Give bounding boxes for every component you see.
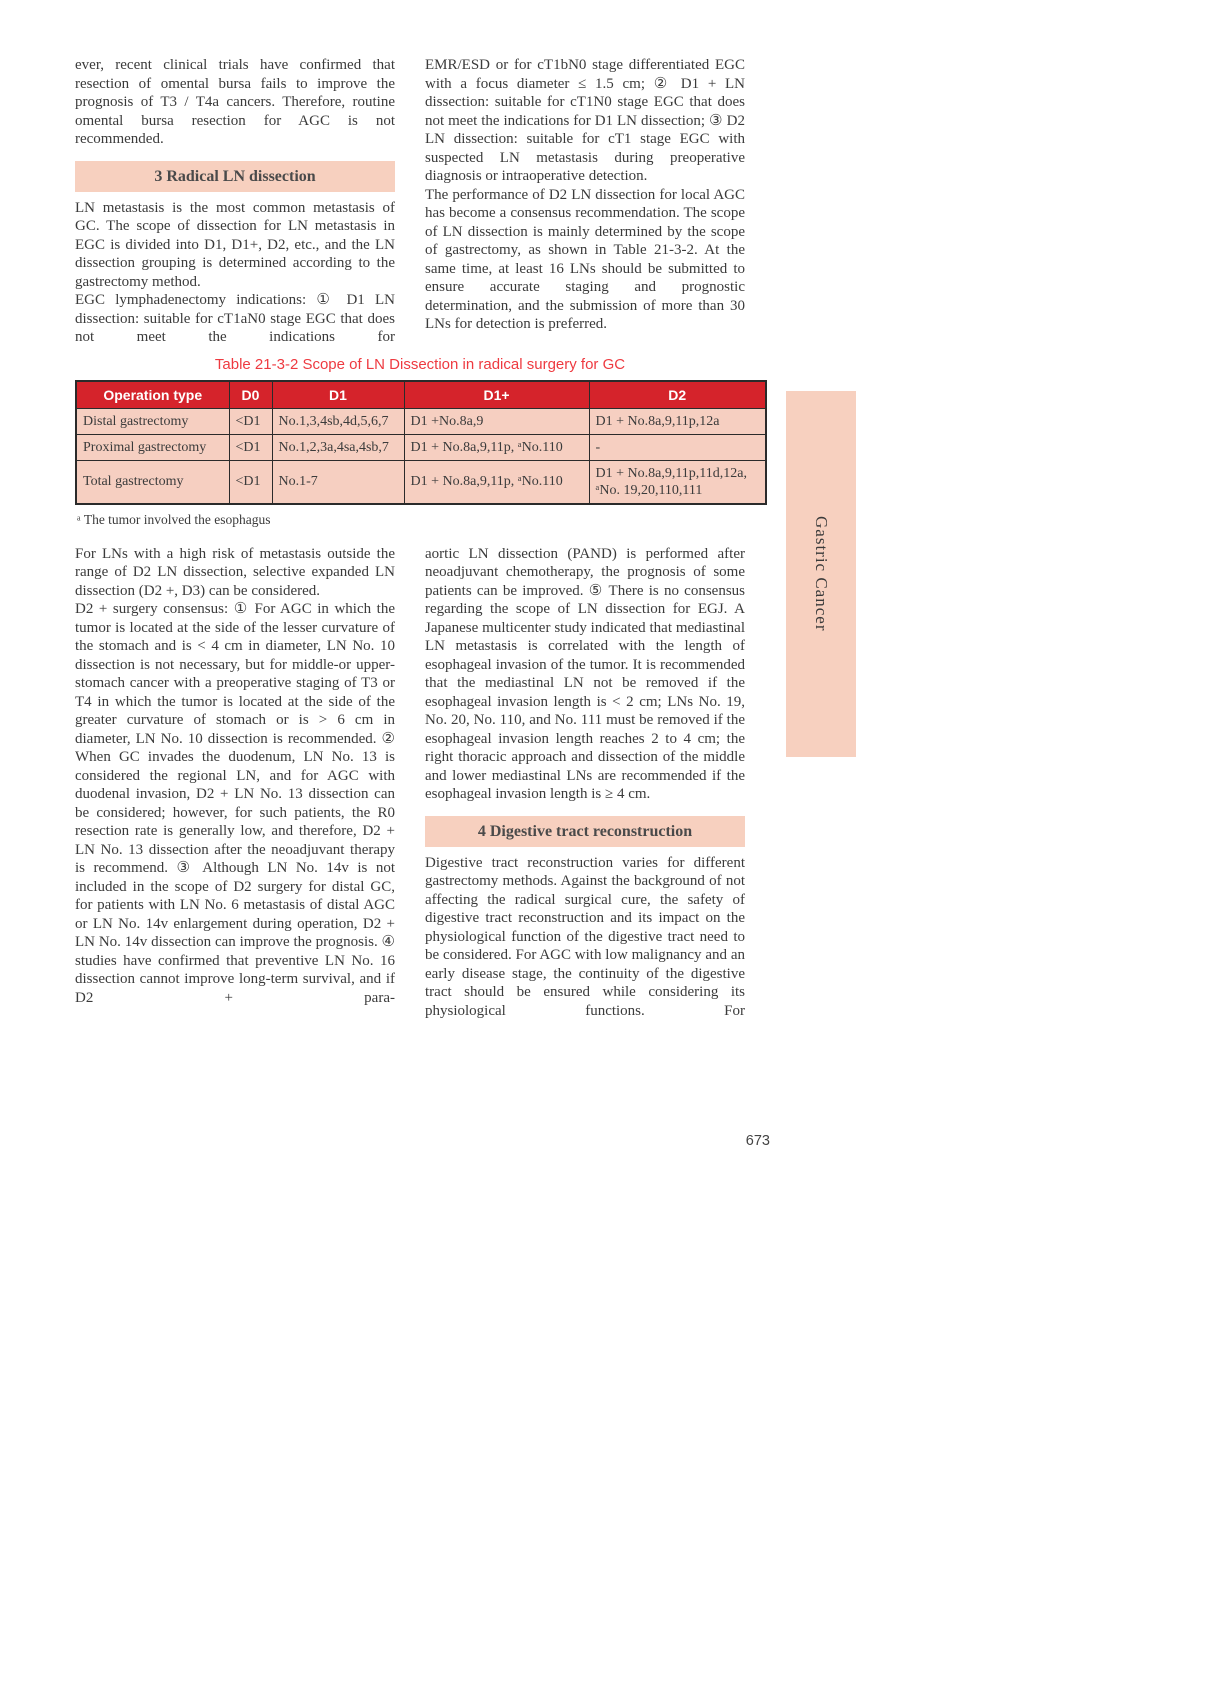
paragraph-d2-performance: The performance of D2 LN dissection for local AGC has become a consensus recommendation. The scope of LN dissection is mainly determined by the scope of gastrectomy, as shown in Table 21-3-2. At the same time, at least 16 LNs should be submitted to ensure accurate staging and prognostic determination, and the submission of more than 30 LNs for detection is preferred. — [425, 186, 745, 332]
section-heading-radical-ln: 3 Radical LN dissection — [75, 161, 395, 192]
cell-d1plus: D1 + No.8a,9,11p, ᵃNo.110 — [404, 460, 589, 504]
table-header-row — [76, 381, 766, 409]
bottom-section — [75, 545, 745, 1021]
cell-d2: D1 + No.8a,9,11p,12a — [589, 408, 766, 434]
chapter-tab-gastric-cancer: Gastric Cancer — [786, 391, 856, 757]
cell-d2: - — [589, 434, 766, 460]
column-header-operation-type: Operation type — [76, 381, 229, 409]
bottom-left-column — [75, 545, 395, 1021]
paragraph-omental-bursa: ever, recent clinical trials have confirmed that resection of omental bursa fails to improve the prognosis of T3 / T4a cancers. Therefore, routine omental bursa resection for AGC is not recommended. — [75, 57, 395, 147]
paragraph-high-risk: For LNs with a high risk of metastasis outside the range of D2 LN dissection, selective expanded LN dissection (D2 +, D3) can be considered. — [75, 545, 395, 599]
paragraph-aortic: aortic LN dissection (PAND) is performed after neoadjuvant chemotherapy, the prognosis of some patients can be improved. ⑤ There is no consensus regarding the scope of LN dissection for EGJ. A Japanese multicenter study indicated that mediastinal LN metastasis is correlated with the length of esophageal invasion of the tumor. It is recommended that the mediastinal LN not be removed if the esophageal invasion length is < 2 cm; LNs No. 19, No. 20, No. 110, and No. 111 must be removed if the esophageal invasion length reaches 2 to 4 cm; the right thoracic approach and dissection of the middle and lower mediastinal LNs are recommended if the esophageal invasion length is ≥ 4 cm. — [425, 545, 745, 802]
table-row — [76, 460, 766, 504]
table-row — [76, 408, 766, 434]
cell-d0: <D1 — [229, 434, 272, 460]
cell-d1: No.1-7 — [272, 460, 404, 504]
table-title: Table 21-3-2 Scope of LN Dissection in radical surgery for GC — [214, 355, 626, 373]
cell-d1plus: D1 +No.8a,9 — [404, 408, 589, 434]
cell-operation: Total gastrectomy — [76, 460, 229, 504]
paragraph-ln-metastasis: LN metastasis is the most common metastasis of GC. The scope of dissection for LN metastasis in EGC is divided into D1, D1+, D2, etc., and the LN dissection grouping is determined according to the gastrectomy method. — [75, 199, 395, 290]
table-row — [76, 434, 766, 460]
column-header-d0: D0 — [229, 381, 272, 409]
cell-d1plus: D1 + No.8a,9,11p, ᵃNo.110 — [404, 434, 589, 460]
paragraph-digestive: Digestive tract reconstruction varies for different gastrectomy methods. Against the background of not affecting the radical surgical cure, the safety of digestive tract reconstruction and its impact on the physiological function of the digestive tract need to be considered. For AGC with low malignancy and an early disease stage, the continuity of the digestive tract should be ensured while considering its physiological functions. For — [425, 854, 745, 1019]
cell-d2: D1 + No.8a,9,11p,11d,12a, ᵃNo. 19,20,110,111 — [589, 460, 766, 504]
top-left-column — [75, 56, 395, 347]
top-right-column — [425, 56, 745, 347]
top-section — [75, 56, 745, 347]
cell-d0: <D1 — [229, 408, 272, 434]
paragraph-d2-consensus: D2 + surgery consensus: ① For AGC in which the tumor is located at the side of the lesser curvature of the stomach and is < 4 cm in diameter, LN No. 10 dissection is not necessary, but for middle-or upper-stomach cancer with a preoperative staging of T3 or T4 in which the tumor is located at the side of the greater curvature of stomach or is > 6 cm in diameter, LN No. 10 dissection is recommended. ② When GC invades the duodenum, LN No. 13 is considered the regional LN, and for AGC with duodenal invasion, D2 + LN No. 13 dissection can be considered; however, for such patients, the R0 resection rate is generally low, and therefore, D2 + LN No. 13 dissection after the neoadjuvant therapy is recommend. ③ Although LN No. 14v is not included in the scope of D2 surgery for distal GC, for patients with LN No. 6 metastasis of distal AGC or LN No. 14v enlargement during operation, D2 + LN No. 14v dissection can improve the prognosis. ④ studies have confirmed that preventive LN No. 16 dissection cannot improve long-term survival, and if D2 + para- — [75, 601, 395, 1006]
page-number: 673 — [745, 1133, 770, 1149]
cell-operation: Distal gastrectomy — [76, 408, 229, 434]
column-header-d2: D2 — [589, 381, 766, 409]
cell-operation: Proximal gastrectomy — [76, 434, 229, 460]
table-block — [75, 356, 765, 528]
paragraph-egc-indications: EGC lymphadenectomy indications: ① D1 LN dissection: suitable for cT1aN0 stage EGC that does not meet the indications for — [75, 292, 395, 345]
cell-d1: No.1,2,3a,4sa,4sb,7 — [272, 434, 404, 460]
bottom-right-column — [425, 545, 745, 1021]
table-footnote: ᵃ The tumor involved the esophagus — [77, 511, 271, 527]
column-header-d1plus: D1+ — [404, 381, 589, 409]
cell-d0: <D1 — [229, 460, 272, 504]
column-header-d1: D1 — [272, 381, 404, 409]
section-heading-digestive: 4 Digestive tract reconstruction — [425, 816, 745, 847]
ln-dissection-table — [75, 380, 767, 505]
cell-d1: No.1,3,4sb,4d,5,6,7 — [272, 408, 404, 434]
page-content — [75, 56, 748, 1020]
paragraph-emr-esd: EMR/ESD or for cT1bN0 stage differentiated EGC with a focus diameter ≤ 1.5 cm; ② D1 + LN dissection: suitable for cT1N0 stage EGC that does not meet the indications for D1 LN dissection; ③ D2 LN dissection: suitable for cT1 stage EGC with suspected LN metastasis during preoperative diagnosis or intraoperative detection. — [425, 57, 745, 184]
